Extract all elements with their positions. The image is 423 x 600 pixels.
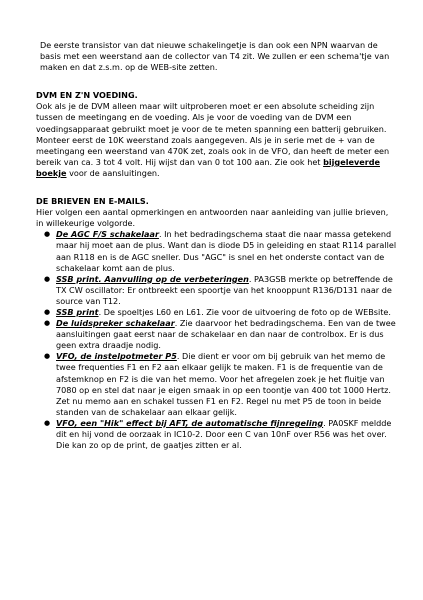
item-lead: SSB print bbox=[56, 306, 99, 317]
booklet-reference: bijgeleverde boekje bbox=[36, 156, 380, 178]
list-item bbox=[36, 351, 398, 418]
item-lead: De AGC F/S schakelaar bbox=[56, 229, 159, 240]
list-item bbox=[36, 307, 398, 318]
bullet-icon: ● bbox=[44, 418, 51, 427]
document-page bbox=[36, 40, 398, 451]
dvm-tail: voor de aansluitingen. bbox=[66, 167, 160, 178]
item-lead: VFO, de instelpotmeter P5 bbox=[56, 351, 177, 362]
bullet-icon: ● bbox=[44, 274, 51, 283]
letters-intro: Hier volgen een aantal opmerkingen en antwoorden naar aanleiding van jullie brieven, in willekeurige volgorde. bbox=[36, 207, 389, 229]
item-text: . Zie daarvoor het bedradingschema. Een van de twee aansluitingen gaat eerst naar de schakelaar en dan naar de controlbox. Er is dus geen extra draadje nodig. bbox=[56, 318, 396, 351]
item-lead: De luidspreker schakelaar bbox=[56, 318, 175, 329]
bullet-icon: ● bbox=[44, 307, 51, 316]
list-item bbox=[36, 229, 398, 273]
item-lead: VFO, een "Hik" effect bij AFT, de automatische fijnregeling bbox=[56, 417, 324, 428]
item-text: . De spoeltjes L60 en L61. Zie voor de uitvoering de foto op de WEBsite. bbox=[98, 306, 391, 317]
list-item bbox=[36, 318, 398, 351]
letters-list bbox=[36, 229, 398, 451]
dvm-paragraph bbox=[36, 101, 398, 179]
section-heading-letters: DE BRIEVEN EN E-MAILS. bbox=[36, 196, 149, 207]
item-text: . Die dient er voor om bij gebruik van het memo de twee frequenties F1 en F2 aan elkaar gelijk te maken. F1 is de frequentie van de afstemknop en F2 is die van het memo. Voor het afregelen zoek je het fluitje van 7080 op en stel dat naar je eigen smaak in op een toontje van 400 tot 1000 Hertz. Zet nu memo aan en schakel tussen F1 en F2. Regel nu met P5 de toon in beide standen van de schakelaar aan elkaar gelijk. bbox=[56, 351, 391, 417]
intro-paragraph: De eerste transistor van dat nieuwe schakelingetje is dan ook een NPN waarvan de basis met een weerstand aan de collector van T4 zit. We zullen er een schema'tje van maken en dat z.s.m. op de WEB-site zetten. bbox=[40, 40, 390, 73]
section-heading-dvm: DVM EN Z'N VOEDING. bbox=[36, 90, 138, 101]
item-text: . In het bedradingschema staat die naar massa getekend maar hij moet aan de plus. Want dan is diode D5 in geleiding en staat R114 parallel aan R118 en is de AGC sneller. Dus "AGC" is snel en het onderste contact van de schakelaar komt aan de plus. bbox=[56, 229, 397, 273]
item-text: . PA3GSB merkte op betreffende de TX CW oscillator: Er ontbreekt een spoortje van het knooppunt R136/D131 naar de source van T12. bbox=[56, 273, 393, 306]
item-lead: SSB print. Aanvulling op de verbeteringen bbox=[56, 273, 249, 284]
dvm-text: Ook als je de DVM alleen maar wilt uitproberen moet er een absolute scheiding zijn tussen de meetingang en de voeding. Als je voor de voeding van de DVM een voedingsapparaat gebruikt moet je voor de te meten spanning een batterij gebruiken. Monteer eerst de 10K weerstand zoals aangegeven. Als je in serie met de + van de meetingang een weerstand van 470K zet, zoals ook in de VFO, dan heeft de meter een bereik van ca. 3 tot 4 volt. Hij wijst dan van 0 tot 100 aan. Zie ook het bbox=[36, 101, 390, 167]
list-item bbox=[36, 274, 398, 307]
bullet-icon: ● bbox=[44, 319, 51, 328]
item-text: . PA0SKF meldde dit en hij vond de oorzaak in IC10-2. Door een C van 10nF over R56 was het over. Die kan zo op de print, de gaatjes zitten er al. bbox=[56, 417, 392, 451]
bullet-icon: ● bbox=[44, 352, 51, 361]
bullet-icon: ● bbox=[44, 230, 51, 239]
list-item bbox=[36, 418, 398, 451]
